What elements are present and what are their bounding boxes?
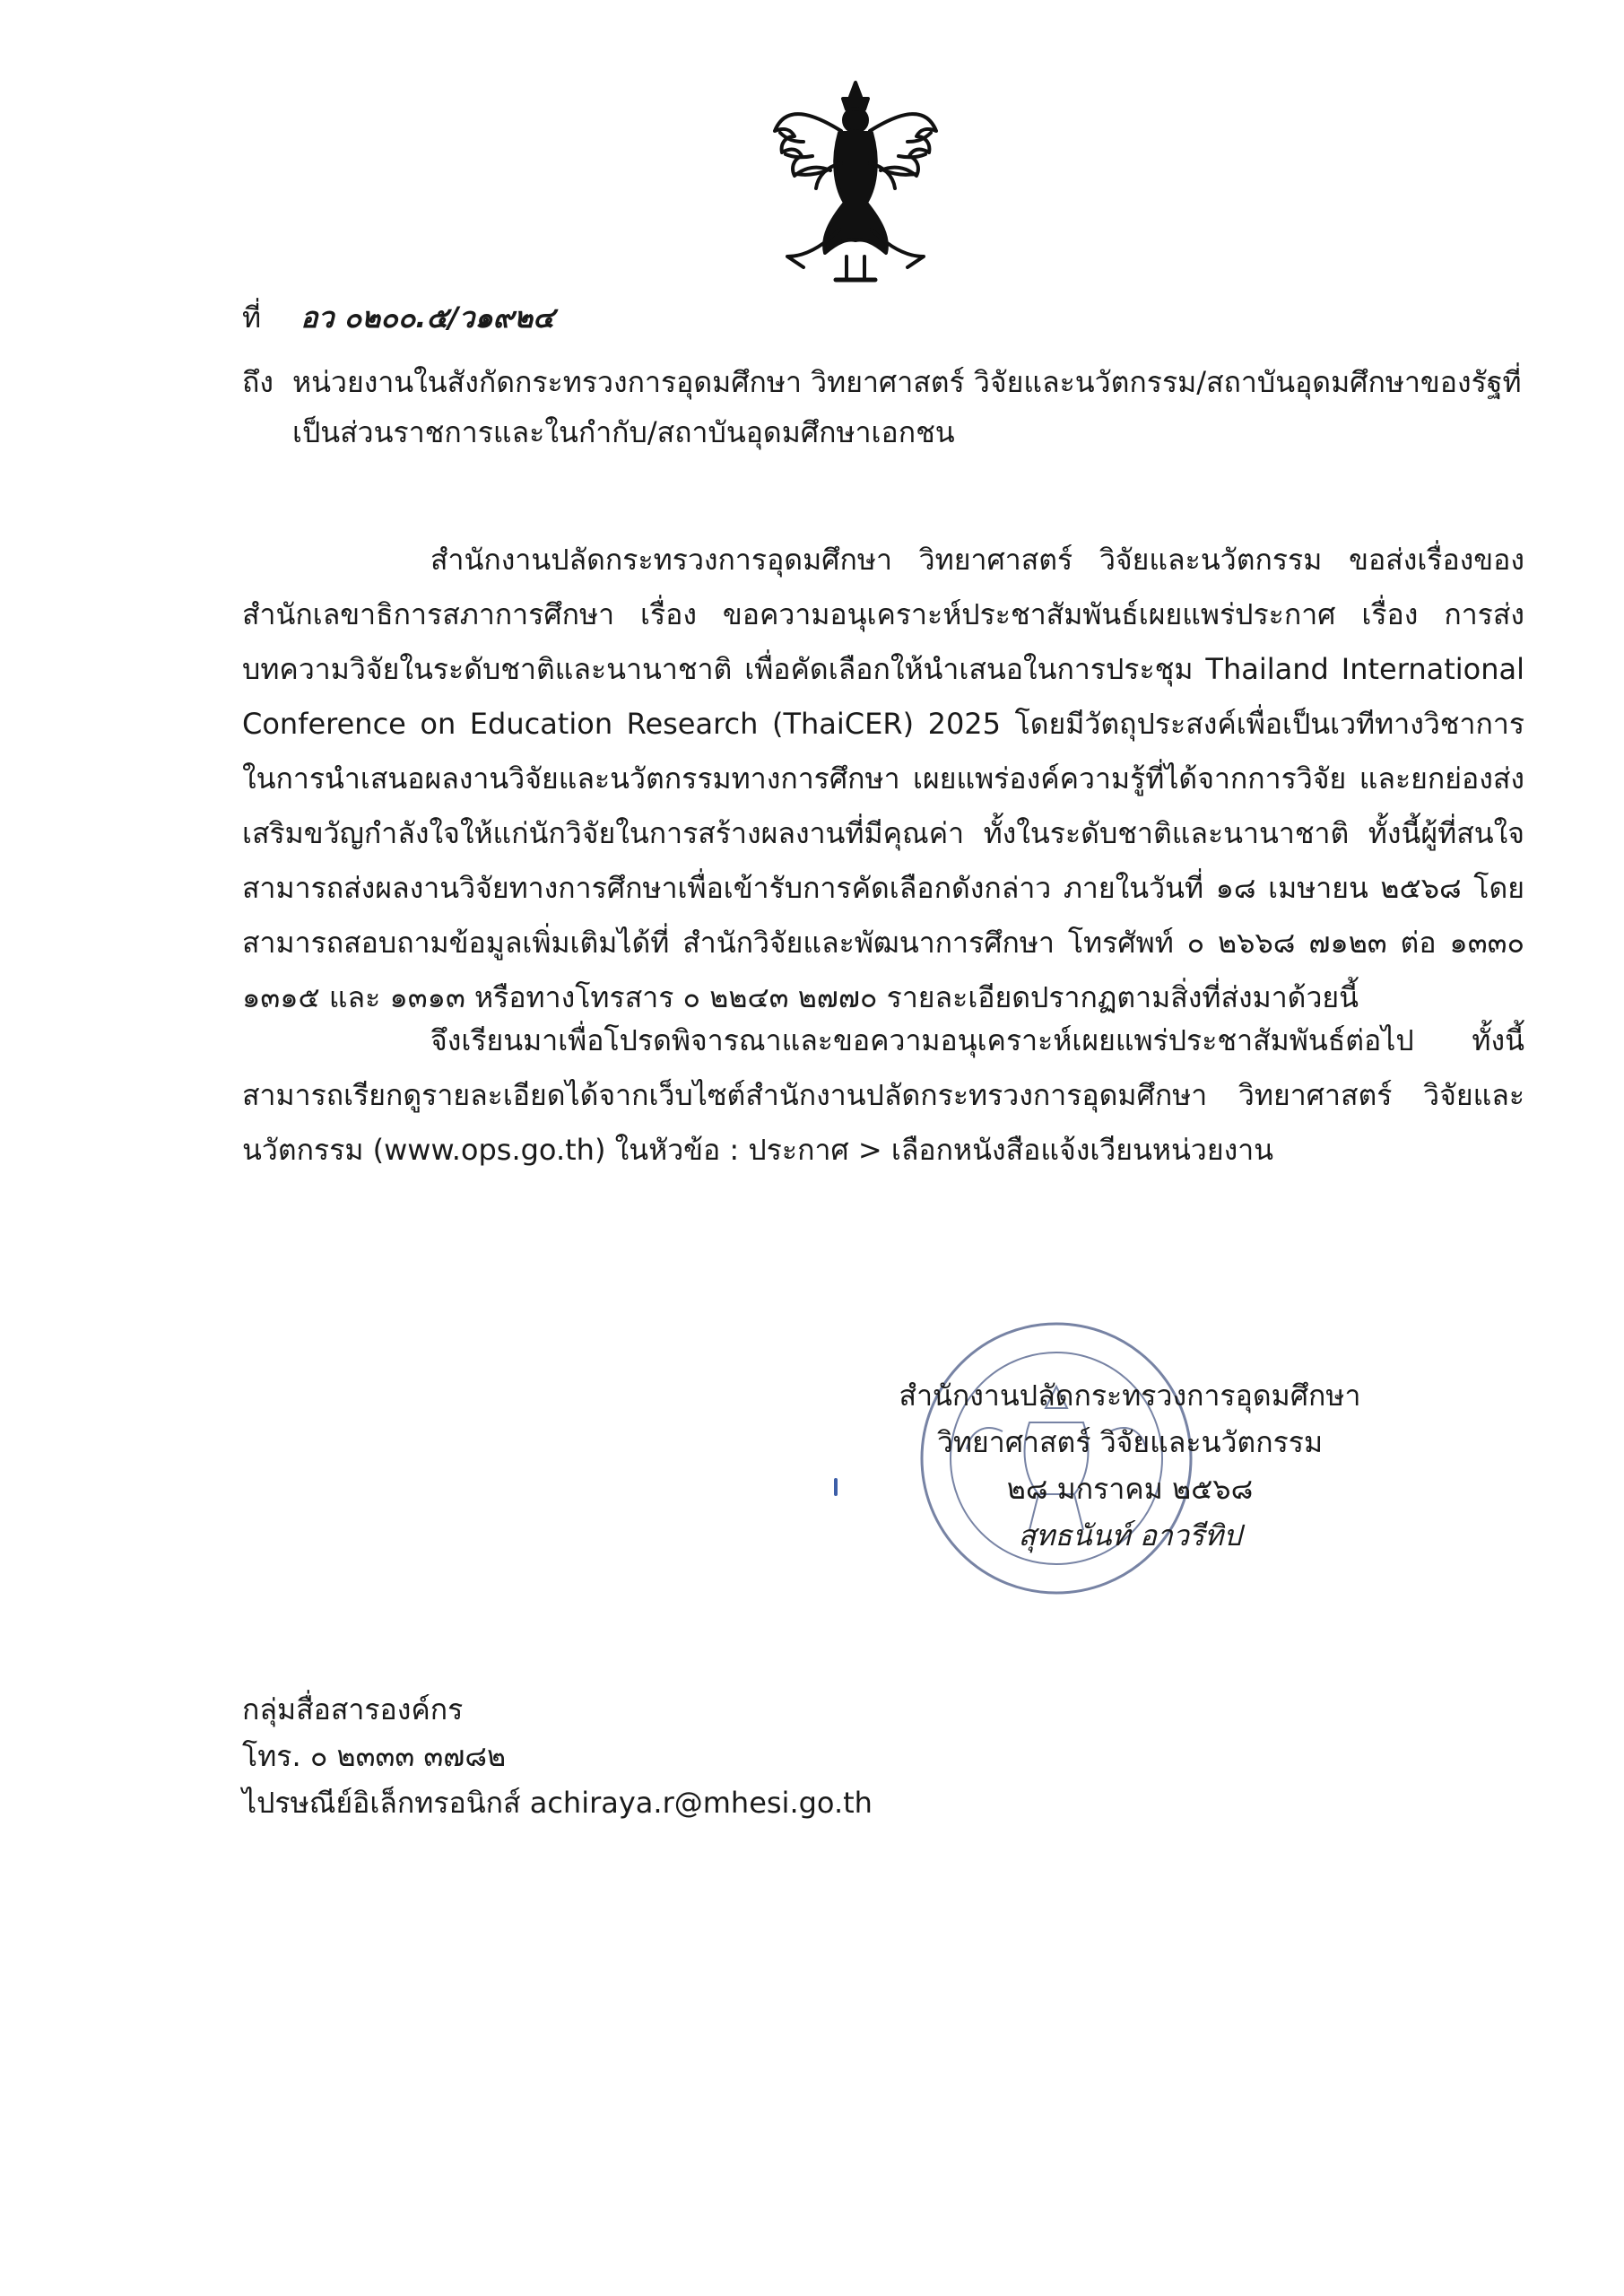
contact-block	[242, 1686, 873, 1826]
reference-number: อว ๐๒๐๐.๕/ว๑๙๒๔	[300, 300, 555, 335]
contact-department: กลุ่มสื่อสารองค์กร	[242, 1692, 464, 1726]
reference-label: ที่	[242, 300, 262, 335]
contact-phone: โทร. ๐ ๒๓๓๓ ๓๗๘๒	[242, 1739, 507, 1773]
signature-block	[843, 1372, 1417, 1559]
addressee-block	[242, 357, 1533, 457]
body-paragraph-1: สำนักงานปลัดกระทรวงการอุดมศึกษา วิทยาศาสตร์ วิจัยและนวัตกรรม ขอส่งเรื่องของสำนักเลขาธิการสภาการศึกษา เรื่อง ขอความอนุเคราะห์ประชาสัมพันธ์เผยแพร่ประกาศ เรื่อง การส่งบทความวิจัยในระดับชาติและนานาชาติ เพื่อคัดเลือกให้นำเสนอในการประชุม Thailand International Conference on Education Research (ThaiCER) 2025 โดยมีวัตถุประสงค์เพื่อเป็นเวทีทางวิชาการในการนำเสนอผลงานวิจัยและนวัตกรรมทางการศึกษา เผยแพร่องค์ความรู้ที่ได้จากการวิจัย และยกย่องส่งเสริมขวัญกำลังใจให้แก่นักวิจัยในการสร้างผลงานที่มีคุณค่า ทั้งในระดับชาติและนานาชาติ ทั้งนี้ผู้ที่สนใจสามารถส่งผลงานวิจัยทางการศึกษาเพื่อเข้ารับการคัดเลือกดังกล่าว ภายในวันที่ ๑๘ เมษายน ๒๕๖๘ โดยสามารถสอบถามข้อมูลเพิ่มเติมได้ที่ สำนักวิจัยและพัฒนาการศึกษา โทรศัพท์ ๐ ๒๖๖๘ ๗๑๒๓ ต่อ ๑๓๓๐ ๑๓๑๕ และ ๑๓๑๓ หรือทางโทรสาร ๐ ๒๒๔๓ ๒๗๗๐ รายละเอียดปรากฏตามสิ่งที่ส่งมาด้วยนี้	[242, 543, 1525, 1014]
reference-line	[242, 298, 554, 337]
addressee-label: ถึง	[242, 365, 274, 399]
ink-mark	[834, 1478, 838, 1496]
garuda-emblem-icon	[768, 77, 943, 292]
signature-office-line-1: สำนักงานปลัดกระทรวงการอุดมศึกษา	[899, 1378, 1361, 1413]
signature-office-line-2: วิทยาศาสตร์ วิจัยและนวัตกรรม	[936, 1425, 1324, 1459]
body-paragraph-2: จึงเรียนมาเพื่อโปรดพิจารณาและขอความอนุเคราะห์เผยแพร่ประชาสัมพันธ์ต่อไป ทั้งนี้สามารถเรียกดูรายละเอียดได้จากเว็บไซต์สำนักงานปลัดกระทรวงการอุดมศึกษา วิทยาศาสตร์ วิจัยและนวัตกรรม (www.ops.go.th) ในหัวข้อ : ประกาศ > เลือกหนังสือแจ้งเวียนหน่วยงาน	[242, 1023, 1524, 1167]
addressee-text: หน่วยงานในสังกัดกระทรวงการอุดมศึกษา วิทยาศาสตร์ วิจัยและนวัตกรรม/สถาบันอุดมศึกษาของรัฐที่ เป็นส่วนราชการและในกำกับ/สถาบันอุดมศึกษาเอกชน	[292, 365, 1522, 449]
signature-signer: สุทธนันท์ อาวรีทิป	[1018, 1518, 1242, 1552]
contact-email: ไปรษณีย์อิเล็กทรอนิกส์ achiraya.r@mhesi.go.th	[242, 1786, 873, 1820]
signature-date: ๒๘ มกราคม ๒๕๖๘	[1006, 1472, 1254, 1506]
